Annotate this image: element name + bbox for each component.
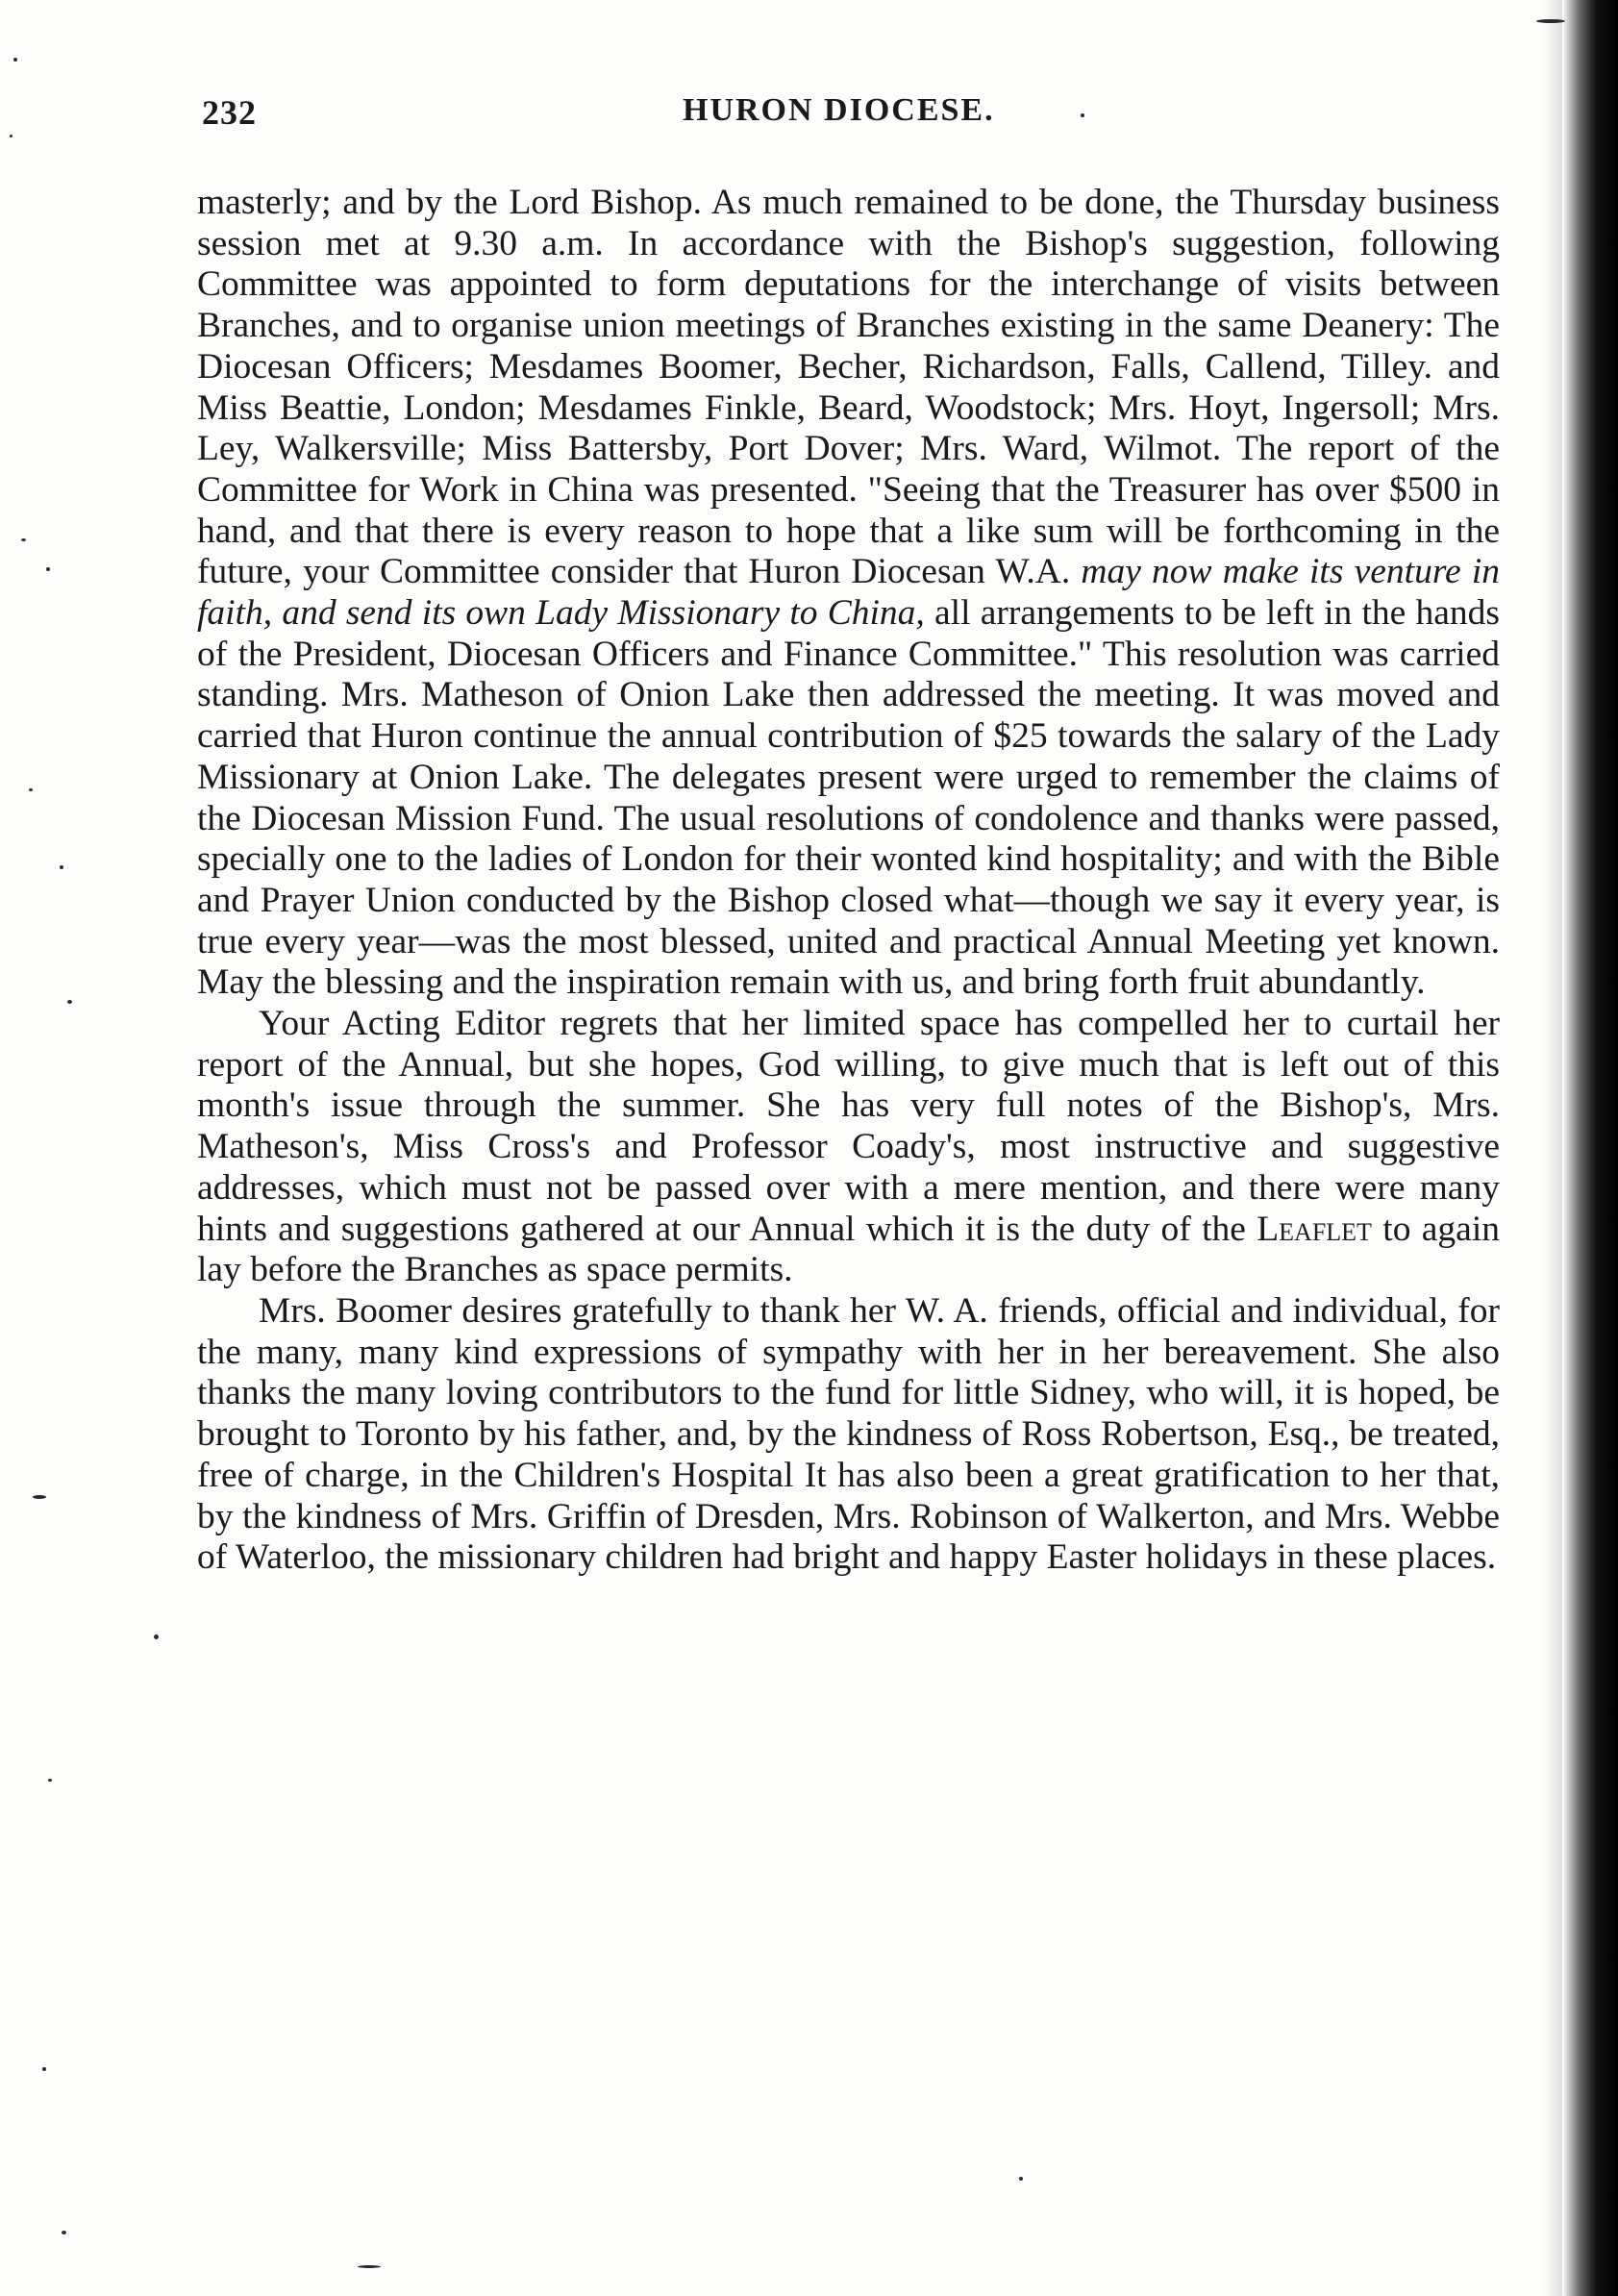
page-header bbox=[202, 92, 1529, 150]
paragraph: Mrs. Boomer desires gratefully to thank her W. A. friends, official and individual, for the many, many kind expressions of sympathy with her in her bereavement. She also thanks the many loving contributors to the fund for little Sidney, who will, it is hoped, be brought to Toronto by his father, and, by the kindness of Ross Robertson, Esq., be treated, free of charge, in the Children's Hospital It has also been a great gratification to her that, by the kindness of Mrs. Griffin of Dresden, Mrs. Robinson of Walkerton, and Mrs. Webbe of Waterloo, the missionary children had bright and happy Easter holidays in these places. bbox=[197, 1290, 1500, 1578]
binding-edge bbox=[1562, 0, 1618, 2296]
scan-speck bbox=[13, 58, 17, 62]
paragraph bbox=[197, 183, 1500, 1004]
scan-speck bbox=[46, 567, 50, 571]
scan-speck bbox=[10, 135, 12, 137]
italic-text: may now make its venture in faith, and send its own Lady Missionary to China, bbox=[197, 552, 1500, 634]
scan-speck bbox=[67, 1000, 72, 1004]
paragraph bbox=[197, 1004, 1500, 1291]
paragraph-text: masterly; and by the Lord Bishop. As much remained to be done, the Thursday business session met at 9.30 a.m. In accordance with the Bishop's suggestion, following Committee was appointed to form deputations for the interchange of visits between Branches, and to organise union meetings of Branches existing in the same Deanery: The Diocesan Officers; Mesdames Boomer, Becher, Richardson, Falls, Callend, Tilley. and Miss Beattie, London; Mesdames Finkle, Beard, Woodstock; Mrs. Hoyt, Ingersoll; Mrs. Ley, Walkersville; Miss Battersby, Port Dover; Mrs. Ward, Wilmot. The report of the Committee for Work in China was presented. "Seeing that the Treasurer has over $500 in hand, and that there is every reason to hope that a like sum will be forthcoming in the future, your Committee consider that Huron Diocesan W.A. bbox=[197, 183, 1500, 592]
scan-speck bbox=[358, 2265, 381, 2268]
body-text bbox=[197, 183, 1500, 1579]
scan-speck bbox=[42, 2067, 46, 2071]
running-head: HURON DIOCESE. bbox=[683, 92, 995, 128]
scan-speck bbox=[1536, 19, 1565, 23]
scan-speck bbox=[33, 1495, 46, 1499]
paragraph-text: Your Acting Editor regrets that her limited space has compelled her to curtail her report of the Annual, but she hopes, God willing, to give much that is left out of this month's issue through the summer. She has very full notes of the Bishop's, Mrs. Matheson's, Miss Cross's and Professor Coady's, most instructive and suggestive addresses, which must not be passed over with a mere mention, and there were many hints and suggestions gathered at our Annual which it is the duty of the bbox=[197, 1004, 1500, 1249]
scan-speck bbox=[62, 2231, 66, 2234]
leaflet-smallcaps: Leaflet bbox=[1257, 1209, 1372, 1249]
scan-speck bbox=[21, 538, 26, 541]
scan-speck bbox=[154, 1635, 159, 1639]
scan-speck bbox=[48, 1779, 52, 1782]
paragraph-text: all arrangements to be left in the hands of the President, Diocesan Officers and Finance Committee." This resolution was carried standing. Mrs. Matheson of Onion Lake then addressed the meeting. It was moved and carried that Huron continue the annual contribution of $25 towards the salary of the Lady Missionary at Onion Lake. The delegates present were urged to remember the claims of the Diocesan Mission Fund. The usual resolutions of condolence and thanks were passed, specially one to the ladies of London for their wonted kind hospitality; and with the Bible and Prayer Union conducted by the Bishop closed what—though we say it every year, is true every year—was the most blessed, united and practical Annual Meeting yet known. May the blessing and the inspiration remain with us, and bring forth fruit abundantly. bbox=[197, 593, 1500, 1003]
scan-speck bbox=[1019, 2177, 1023, 2181]
page-number: 232 bbox=[202, 93, 257, 132]
scan-speck bbox=[29, 788, 33, 791]
paragraph-text: to again lay before the Branches as space permits. bbox=[197, 1209, 1500, 1290]
scan-speck bbox=[60, 865, 63, 869]
binding-shadow bbox=[1543, 0, 1562, 2296]
